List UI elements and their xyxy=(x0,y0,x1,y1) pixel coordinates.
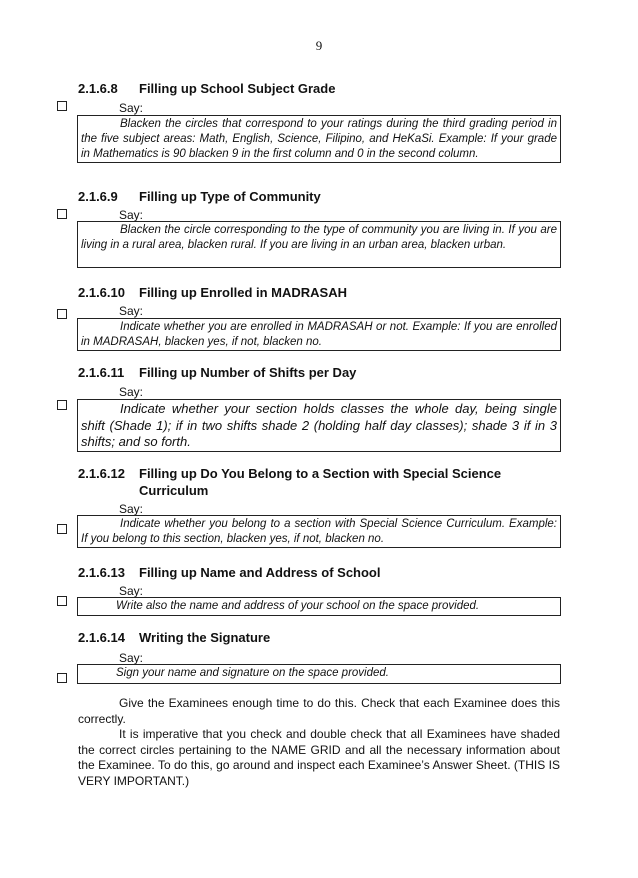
instruction-box xyxy=(77,597,561,616)
section-title: Writing the Signature xyxy=(139,630,271,645)
closing-paragraph xyxy=(78,696,560,727)
instruction-text: Write also the name and address of your school on the space provided. xyxy=(116,600,480,612)
instruction-box xyxy=(77,399,561,452)
section-number: 2.1.6.9 xyxy=(78,189,118,204)
section-number: 2.1.6.14 xyxy=(78,630,125,645)
say-label: Say: xyxy=(119,101,144,115)
say-label: Say: xyxy=(119,651,144,665)
say-label: Say: xyxy=(119,502,144,516)
instruction-box xyxy=(77,221,561,268)
say-label: Say: xyxy=(119,385,144,399)
section-title: Filling up Type of Community xyxy=(139,189,321,204)
instruction-text: Blacken the circle corresponding to the type of community you are living in. If you are living in a rural area, blacken rural. If you are living in an urban area, blacken urban. xyxy=(81,224,557,251)
checkbox[interactable] xyxy=(57,400,67,410)
checkbox[interactable] xyxy=(57,596,67,606)
instruction-box xyxy=(77,318,561,351)
section-title: Filling up School Subject Grade xyxy=(139,81,336,96)
section-heading xyxy=(78,284,347,301)
section-heading xyxy=(78,188,321,205)
page-number: 9 xyxy=(315,38,323,53)
section-number: 2.1.6.10 xyxy=(78,285,125,300)
section-heading xyxy=(78,629,270,646)
say-label: Say: xyxy=(119,208,144,222)
section-title: Filling up Number of Shifts per Day xyxy=(139,365,357,380)
section-number: 2.1.6.8 xyxy=(78,81,118,96)
section-heading xyxy=(78,364,356,381)
checkbox[interactable] xyxy=(57,209,67,219)
section-number: 2.1.6.13 xyxy=(78,565,125,580)
checkbox[interactable] xyxy=(57,524,67,534)
instruction-box xyxy=(77,515,561,548)
checkbox[interactable] xyxy=(57,673,67,683)
section-heading xyxy=(78,465,501,499)
instruction-text: Sign your name and signature on the space provided. xyxy=(116,667,389,679)
instruction-text: Indicate whether your section holds classes the whole day, being single shift (Shade 1); if in two shifts shade 2 (holding half day classes); shade 3 if in 3 shifts; and so forth. xyxy=(81,401,557,449)
section-title: Filling up Name and Address of School xyxy=(139,565,381,580)
section-heading xyxy=(78,564,380,581)
instruction-box xyxy=(77,115,561,163)
section-heading xyxy=(78,80,335,97)
section-number: 2.1.6.11 xyxy=(78,365,125,380)
instruction-box xyxy=(77,664,561,684)
instruction-text: Indicate whether you are enrolled in MADRASAH or not. Example: If you are enrolled in MADRASAH, blacken yes, if not, blacken no. xyxy=(81,321,557,348)
section-title-continued: Curriculum xyxy=(139,483,209,498)
section-title: Filling up Do You Belong to a Section with Special Science xyxy=(139,466,502,481)
checkbox[interactable] xyxy=(57,101,67,111)
say-label: Say: xyxy=(119,304,144,318)
closing-paragraph-2: It is imperative that you check and double check that all Examinees have shaded the correct circles pertaining to the NAME GRID and all the necessary information about the Examinee. To do this, go around and inspect each Examinee’s Answer Sheet. (THIS IS VERY IMPORTANT.) xyxy=(78,727,560,788)
say-label: Say: xyxy=(119,584,144,598)
closing-paragraph-1: Give the Examinees enough time to do this. Check that each Examinee does this correctly. xyxy=(78,696,560,726)
section-title: Filling up Enrolled in MADRASAH xyxy=(139,285,347,300)
instruction-text: Blacken the circles that correspond to your ratings during the third grading period in the five subject areas: Math, English, Science, Filipino, and HeKaSi. Example: If your grade in Mathematics is 90 blacken 9 in the first column and 0 in the second column. xyxy=(81,118,557,160)
checkbox[interactable] xyxy=(57,309,67,319)
closing-paragraph xyxy=(78,727,560,789)
instruction-text: Indicate whether you belong to a section with Special Science Curriculum. Example: If you belong to this section, blacken yes, if not, blacken no. xyxy=(81,518,557,545)
section-number: 2.1.6.12 xyxy=(78,466,125,481)
